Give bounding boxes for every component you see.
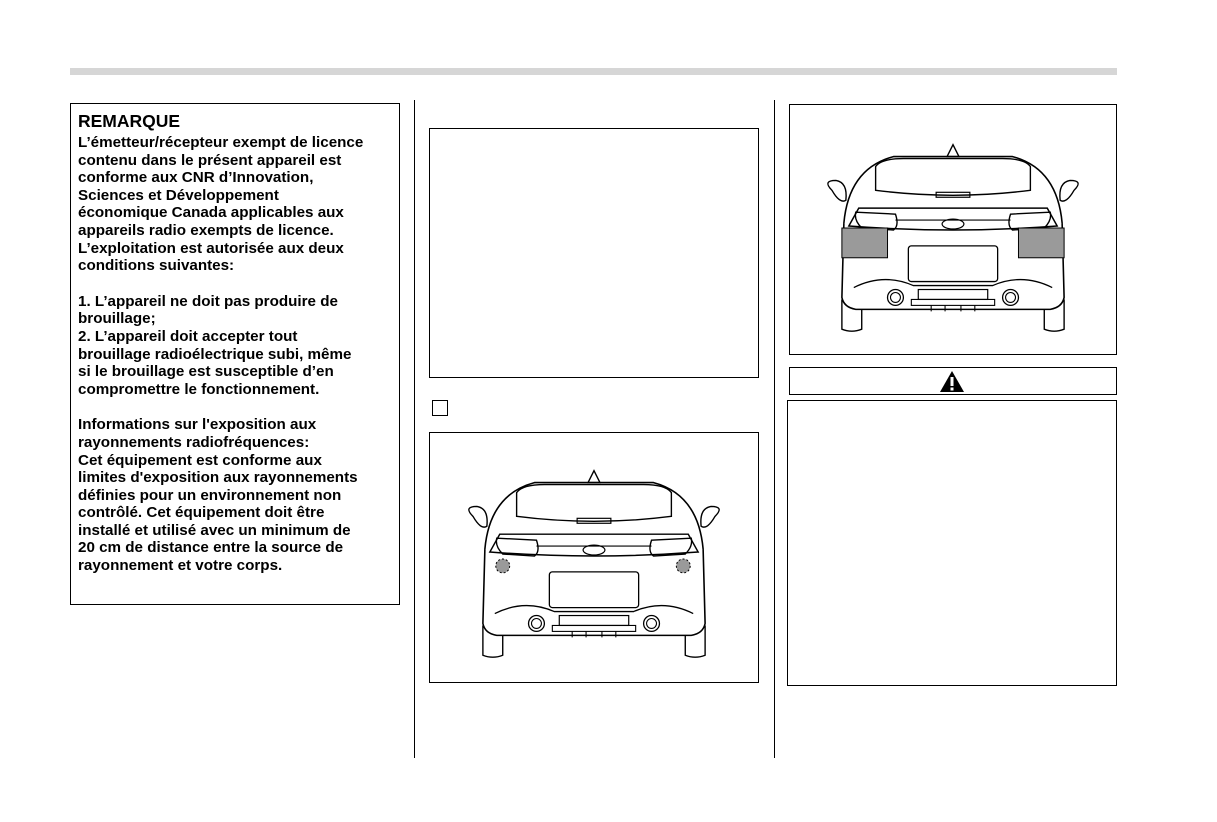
car-rear-sensors-drawing	[430, 433, 758, 682]
warning-content-box	[787, 400, 1117, 686]
left-sensor-marker	[496, 559, 510, 573]
note-paragraph-3: Informations sur l'exposition aux rayonnements radiofréquences: Cet équipement est conforme aux limites d'exposition aux rayonnements définies pour un environnement non contrôlé. Cet équipement doit être installé et utilisé avec un minimum de 20 cm de distance entre la source de rayonnement et votre corps.	[78, 416, 358, 575]
note-paragraph-1: L’émetteur/récepteur exempt de licence contenu dans le présent appareil est conforme aux CNR d’Innovation, Sciences et Développement économique Canada applicables aux appareils radio exempts de licence. L’exploitation est autorisée aux deux conditions suivantes:	[78, 134, 364, 275]
square-marker-icon	[432, 400, 448, 416]
column-divider-1	[414, 100, 415, 758]
note-title: REMARQUE	[78, 111, 181, 131]
blank-figure-box	[429, 128, 759, 378]
header-bar	[70, 68, 1117, 75]
column-divider-2	[774, 100, 775, 758]
remarque-note-box	[70, 103, 400, 605]
warning-triangle-icon	[939, 370, 965, 393]
car-rear-sensor-figure	[429, 432, 759, 683]
warning-header-bar	[789, 367, 1117, 395]
left-detection-area	[842, 228, 888, 258]
car-rear-areas-drawing	[790, 105, 1116, 354]
right-detection-area	[1018, 228, 1064, 258]
car-rear-area-figure	[789, 104, 1117, 355]
right-sensor-marker	[676, 559, 690, 573]
note-paragraph-2: 1. L’appareil ne doit pas produire de brouillage; 2. L’appareil doit accepter tout brouillage radioélectrique subi, même si le brouillage est susceptible d’en compromettre le fonctionnement.	[78, 292, 352, 398]
